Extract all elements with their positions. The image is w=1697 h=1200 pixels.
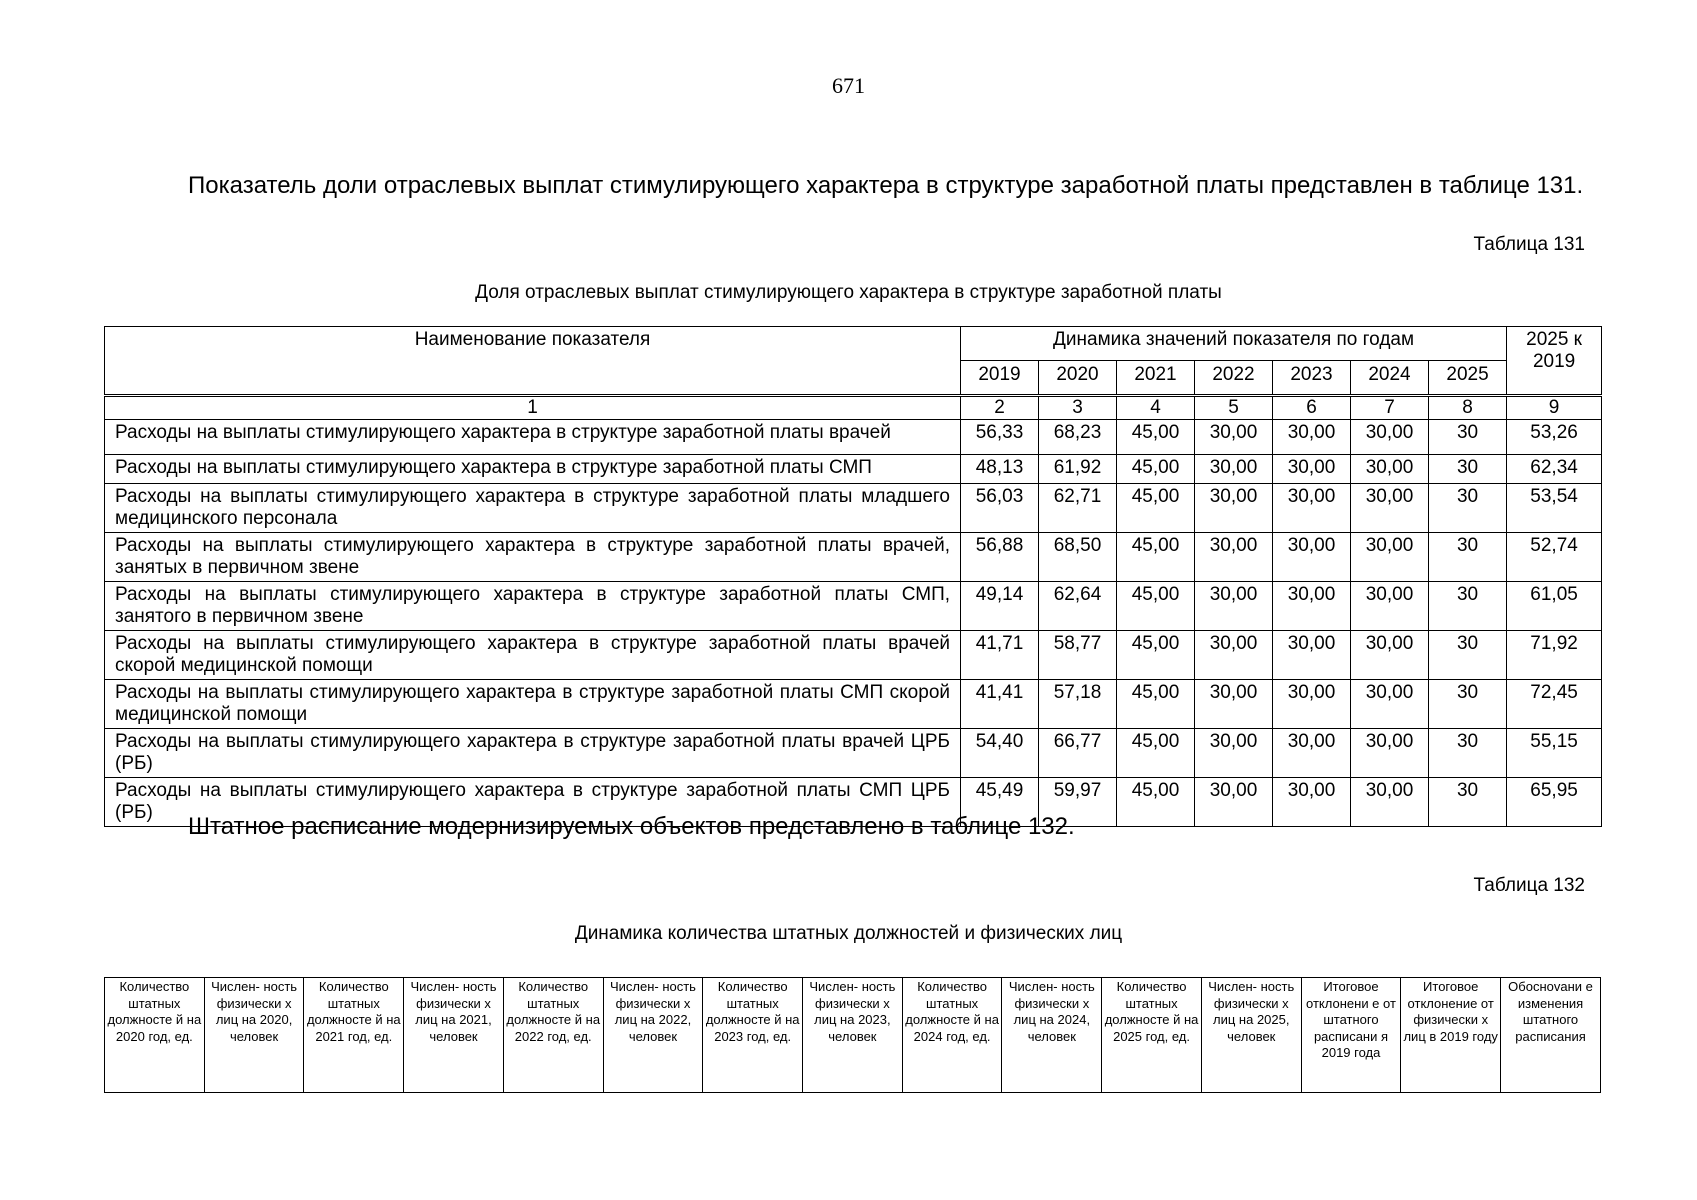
row-value: 66,77 [1039,729,1117,778]
row-value: 30,00 [1351,778,1429,827]
row-value: 49,14 [961,582,1039,631]
table-row [105,455,1602,484]
row-value: 61,92 [1039,455,1117,484]
row-value: 30 [1429,455,1507,484]
second-paragraph: Штатное расписание модернизируемых объектов представлено в таблице 132. [188,813,1075,840]
row-value: 55,15 [1507,729,1602,778]
row-value: 45,00 [1117,778,1195,827]
row-value: 45,00 [1117,729,1195,778]
row-name: Расходы на выплаты стимулирующего характера в структуре заработной платы СМП [105,455,961,484]
row-value: 45,49 [961,778,1039,827]
row-value: 58,77 [1039,631,1117,680]
year-header: 2021 [1117,361,1195,396]
row-value: 71,92 [1507,631,1602,680]
table-row [105,582,1602,631]
row-value: 30,00 [1195,420,1273,455]
year-header: 2020 [1039,361,1117,396]
staffing-header: Числен- ность физически х лиц на 2024, человек [1002,978,1102,1093]
row-value: 30 [1429,484,1507,533]
row-value: 30,00 [1195,680,1273,729]
column-number: 2 [961,396,1039,420]
table-row [105,729,1602,778]
row-value: 30,00 [1195,631,1273,680]
row-value: 30,00 [1273,484,1351,533]
row-value: 62,64 [1039,582,1117,631]
column-number: 4 [1117,396,1195,420]
row-value: 30,00 [1273,778,1351,827]
table-131 [104,326,1602,827]
row-value: 30,00 [1273,680,1351,729]
staffing-header: Количество штатных должносте й на 2024 год, ед. [902,978,1002,1093]
row-value: 30,00 [1273,455,1351,484]
row-value: 53,26 [1507,420,1602,455]
row-name: Расходы на выплаты стимулирующего характера в структуре заработной платы врачей ЦРБ (РБ) [105,729,961,778]
row-value: 30,00 [1351,729,1429,778]
table-row [105,484,1602,533]
row-value: 30,00 [1351,680,1429,729]
staffing-header: Числен- ность физически х лиц на 2021, человек [404,978,504,1093]
staffing-header: Числен- ность физически х лиц на 2025, человек [1201,978,1301,1093]
staffing-header: Обоснovани е изменения штатного расписания [1501,978,1601,1093]
year-header: 2024 [1351,361,1429,396]
row-value: 30,00 [1351,631,1429,680]
row-value: 41,41 [961,680,1039,729]
row-value: 30,00 [1273,729,1351,778]
row-value: 68,23 [1039,420,1117,455]
table-131-label: Таблица 131 [1473,234,1585,255]
table-row [105,533,1602,582]
staffing-header: Итоговое отклонени е от штатного расписани я 2019 года [1301,978,1401,1093]
row-value: 30,00 [1273,631,1351,680]
row-value: 30,00 [1273,533,1351,582]
row-value: 54,40 [961,729,1039,778]
row-value: 30,00 [1351,582,1429,631]
row-value: 30,00 [1273,582,1351,631]
row-value: 30,00 [1195,484,1273,533]
table-row [105,631,1602,680]
row-value: 61,05 [1507,582,1602,631]
row-name: Расходы на выплаты стимулирующего характера в структуре заработной платы СМП, занятого в первичном звене [105,582,961,631]
column-number: 7 [1351,396,1429,420]
row-value: 56,33 [961,420,1039,455]
year-header: 2023 [1273,361,1351,396]
header-ratio: 2025 к 2019 [1507,327,1602,396]
row-value: 30,00 [1351,533,1429,582]
row-value: 53,54 [1507,484,1602,533]
row-value: 30,00 [1195,582,1273,631]
row-value: 45,00 [1117,484,1195,533]
row-value: 30 [1429,778,1507,827]
row-value: 45,00 [1117,533,1195,582]
column-number: 1 [105,396,961,420]
table-row [105,680,1602,729]
row-value: 30,00 [1195,729,1273,778]
row-name: Расходы на выплаты стимулирующего характера в структуре заработной платы врачей, занятых в первичном звене [105,533,961,582]
row-value: 30 [1429,420,1507,455]
row-value: 30,00 [1195,533,1273,582]
row-value: 30,00 [1351,484,1429,533]
row-value: 62,71 [1039,484,1117,533]
row-value: 30 [1429,582,1507,631]
year-header: 2019 [961,361,1039,396]
table-132-caption: Динамика количества штатных должностей и физических лиц [574,923,1123,944]
row-value: 30 [1429,729,1507,778]
column-number: 9 [1507,396,1602,420]
row-name: Расходы на выплаты стимулирующего характера в структуре заработной платы врачей [105,420,961,455]
row-value: 56,03 [961,484,1039,533]
row-value: 45,00 [1117,455,1195,484]
column-number: 5 [1195,396,1273,420]
header-name: Наименование показателя [105,327,961,396]
row-value: 45,00 [1117,582,1195,631]
staffing-header: Количество штатных должносте й на 2023 год, ед. [703,978,803,1093]
staffing-header: Итоговое отклонение от физически х лиц в 2019 году [1401,978,1501,1093]
row-value: 30,00 [1351,455,1429,484]
row-value: 62,34 [1507,455,1602,484]
row-name: Расходы на выплаты стимулирующего характера в структуре заработной платы СМП скорой медицинской помощи [105,680,961,729]
row-value: 30,00 [1273,420,1351,455]
row-name: Расходы на выплаты стимулирующего характера в структуре заработной платы СМП ЦРБ (РБ) [105,778,961,827]
row-value: 30,00 [1195,455,1273,484]
row-value: 57,18 [1039,680,1117,729]
column-number: 3 [1039,396,1117,420]
row-value: 59,97 [1039,778,1117,827]
table-132 [104,977,1601,1093]
table-row [105,420,1602,455]
year-header: 2022 [1195,361,1273,396]
row-value: 56,88 [961,533,1039,582]
row-value: 30 [1429,680,1507,729]
year-header: 2025 [1429,361,1507,396]
table-132-label: Таблица 132 [1473,875,1585,896]
row-value: 72,45 [1507,680,1602,729]
row-value: 45,00 [1117,631,1195,680]
page-number: 671 [832,73,865,98]
header-dynamics: Динамика значений показателя по годам [961,327,1507,361]
table-131-caption: Доля отраслевых выплат стимулирующего характера в структуре заработной платы [475,282,1222,303]
row-value: 30,00 [1351,420,1429,455]
row-value: 45,00 [1117,420,1195,455]
staffing-header: Числен- ность физически х лиц на 2020, человек [204,978,304,1093]
column-number: 6 [1273,396,1351,420]
staffing-header: Числен- ность физически х лиц на 2023, человек [803,978,903,1093]
row-value: 30 [1429,533,1507,582]
row-value: 41,71 [961,631,1039,680]
row-name: Расходы на выплаты стимулирующего характера в структуре заработной платы младшего медицинского персонала [105,484,961,533]
staffing-header: Количество штатных должносте й на 2021 год, ед. [304,978,404,1093]
intro-paragraph: Показатель доли отраслевых выплат стимулирующего характера в структуре заработной платы представлен в таблице 131. [188,172,1584,199]
row-value: 65,95 [1507,778,1602,827]
row-value: 30,00 [1195,778,1273,827]
row-value: 30 [1429,631,1507,680]
row-value: 68,50 [1039,533,1117,582]
staffing-header: Количество штатных должносте й на 2025 год, ед. [1102,978,1202,1093]
row-name: Расходы на выплаты стимулирующего характера в структуре заработной платы врачей скорой медицинской помощи [105,631,961,680]
row-value: 45,00 [1117,680,1195,729]
staffing-header: Количество штатных должносте й на 2020 год, ед. [105,978,205,1093]
row-value: 48,13 [961,455,1039,484]
staffing-header: Количество штатных должносте й на 2022 год, ед. [503,978,603,1093]
column-number: 8 [1429,396,1507,420]
row-value: 52,74 [1507,533,1602,582]
staffing-header: Числен- ность физически х лиц на 2022, человек [603,978,703,1093]
